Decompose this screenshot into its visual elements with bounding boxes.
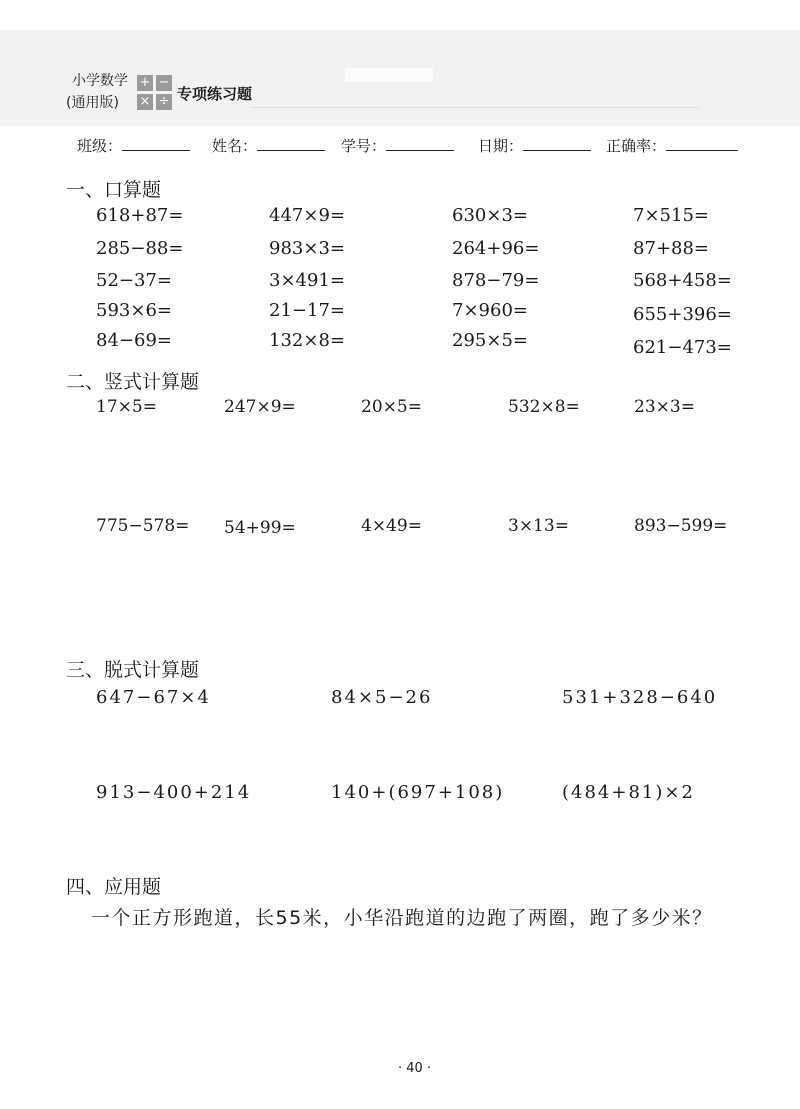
vertical-item: 775−578=: [96, 516, 190, 536]
vertical-item: 893−599=: [634, 516, 728, 536]
oral-item: 618+87=: [96, 205, 184, 226]
mixed-item: (484+81)×2: [562, 782, 695, 803]
page-number: · 40 ·: [398, 1061, 432, 1076]
name-field[interactable]: [212, 135, 325, 156]
oral-item: 447×9=: [269, 205, 345, 226]
oral-item: 593×6=: [96, 300, 172, 321]
oral-item: 21−17=: [269, 300, 345, 321]
book-title-line1: 小学数学: [72, 73, 128, 89]
class-blank[interactable]: [122, 136, 190, 151]
accuracy-label: 正确率：: [606, 137, 667, 155]
vertical-item: 532×8=: [508, 397, 580, 417]
oral-item: 568+458=: [633, 270, 732, 291]
name-label: 姓名：: [212, 137, 258, 155]
header-dotted-rule: [252, 107, 700, 108]
book-title-line2: (通用版): [66, 95, 119, 111]
series-title: 专项练习题: [177, 85, 253, 103]
oral-item: 7×515=: [633, 205, 709, 226]
vertical-item: 3×13=: [508, 516, 569, 536]
oral-item: 264+96=: [452, 238, 540, 259]
oral-item: 630×3=: [452, 205, 528, 226]
oral-item: 132×8=: [269, 330, 345, 351]
oral-item: 878−79=: [452, 270, 540, 291]
mixed-item: 531+328−640: [562, 687, 718, 708]
vertical-item: 20×5=: [361, 397, 422, 417]
section-vertical-title: 二、竖式计算题: [66, 371, 200, 393]
oral-item: 285−88=: [96, 238, 184, 259]
plus-icon: +: [137, 75, 153, 91]
oral-item: 7×960=: [452, 300, 528, 321]
section-word-title: 四、应用题: [66, 876, 162, 898]
mixed-item: 84×5−26: [331, 687, 433, 708]
vertical-item: 23×3=: [634, 397, 695, 417]
oral-item: 983×3=: [269, 238, 345, 259]
student-id-blank[interactable]: [386, 136, 454, 151]
oral-item: 87+88=: [633, 238, 709, 259]
date-label: 日期：: [478, 137, 524, 155]
section-oral-title: 一、口算题: [66, 179, 162, 201]
student-id-label: 学号：: [341, 137, 387, 155]
accuracy-blank[interactable]: [666, 136, 738, 151]
minus-icon: −: [156, 75, 172, 91]
oral-item: 295×5=: [452, 330, 528, 351]
oral-item: 621−473=: [633, 337, 732, 358]
vertical-item: 54+99=: [224, 518, 296, 538]
accuracy-field[interactable]: [606, 135, 738, 156]
vertical-item: 4×49=: [361, 516, 422, 536]
mixed-item: 140+(697+108): [331, 782, 505, 803]
mixed-item: 913−400+214: [96, 782, 252, 803]
section-mixed-title: 三、脱式计算题: [66, 659, 200, 681]
class-label: 班级：: [77, 137, 123, 155]
oral-item: 655+396=: [633, 304, 732, 325]
class-field[interactable]: [77, 135, 190, 156]
vertical-item: 17×5=: [96, 397, 157, 417]
multiply-icon: ×: [137, 94, 153, 110]
operator-icons: [137, 75, 173, 111]
student-id-field[interactable]: [341, 135, 454, 156]
oral-item: 3×491=: [269, 270, 345, 291]
oral-item: 84−69=: [96, 330, 172, 351]
vertical-item: 247×9=: [224, 397, 296, 417]
date-field[interactable]: [478, 135, 591, 156]
date-blank[interactable]: [523, 136, 591, 151]
word-problem: 一个正方形跑道，长55米，小华沿跑道的边跑了两圈，跑了多少米？: [91, 907, 713, 929]
oral-item: 52−37=: [96, 270, 172, 291]
header-watermark: [345, 68, 433, 82]
name-blank[interactable]: [257, 136, 325, 151]
divide-icon: ÷: [156, 94, 172, 110]
mixed-item: 647−67×4: [96, 687, 211, 708]
